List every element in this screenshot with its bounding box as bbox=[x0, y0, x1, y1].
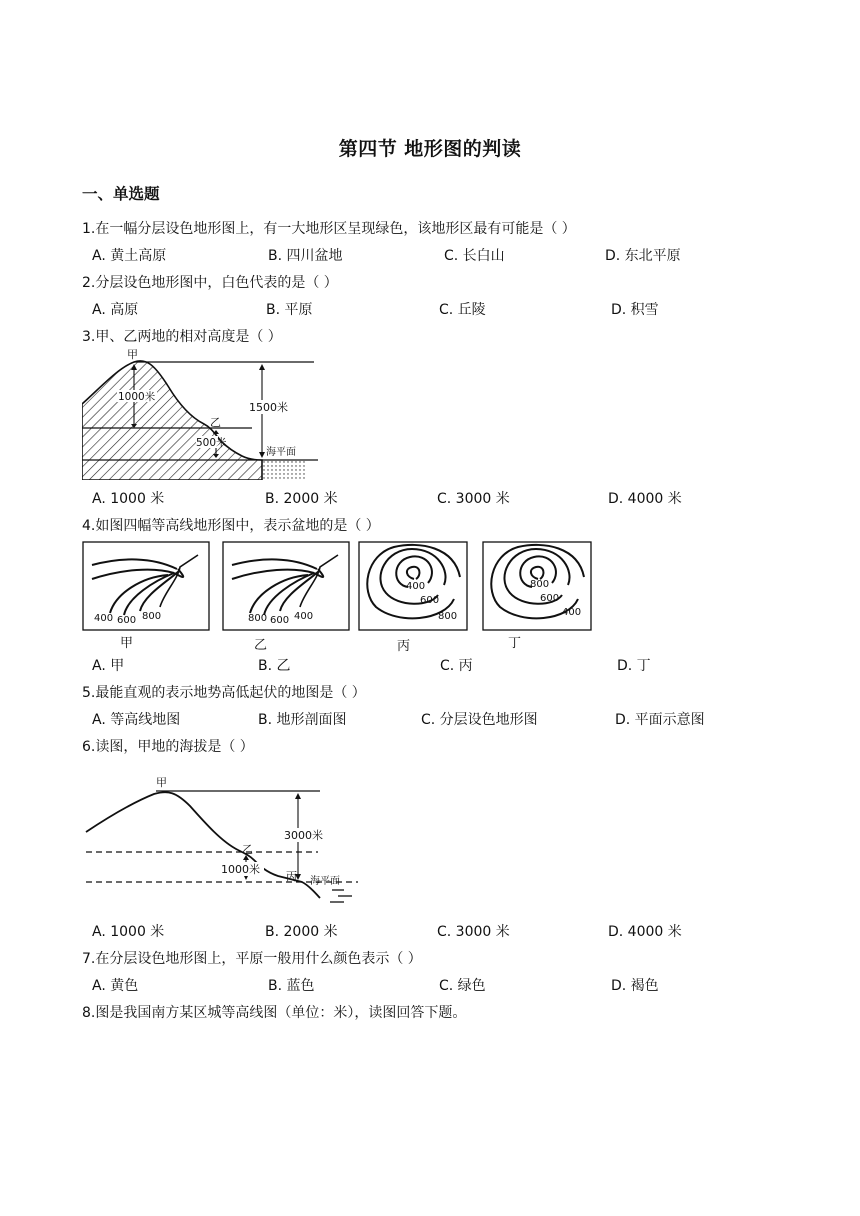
page-title: 第四节 地形图的判读 bbox=[338, 138, 522, 160]
question-stem: 7.在分层设色地形图上，平原一般用什么颜色表示（ ） bbox=[82, 951, 422, 967]
question-stem: 4.如图四幅等高线地形图中，表示盆地的是（ ） bbox=[82, 518, 380, 534]
contour-map-jia bbox=[82, 541, 210, 631]
value: 600 bbox=[540, 593, 560, 604]
option-b[interactable]: B. 2000 米 bbox=[265, 491, 338, 507]
option-a[interactable]: A. 1000 米 bbox=[92, 924, 165, 940]
section-heading: 一、单选题 bbox=[82, 185, 160, 203]
label-h3: 500米 bbox=[196, 437, 227, 449]
value: 800 bbox=[248, 613, 268, 624]
label-sea: 海平面 bbox=[310, 876, 340, 887]
value: 400 bbox=[406, 581, 426, 592]
option-b[interactable]: B. 蓝色 bbox=[268, 978, 315, 994]
option-d[interactable]: D. 丁 bbox=[617, 658, 651, 674]
label-peak: 甲 bbox=[156, 776, 167, 789]
contour-map-bing bbox=[358, 541, 468, 631]
option-a[interactable]: A. 黄土高原 bbox=[92, 248, 167, 264]
option-d[interactable]: D. 4000 米 bbox=[608, 491, 682, 507]
label-h1: 3000米 bbox=[284, 829, 323, 842]
terrain-profile-figure-6 bbox=[82, 772, 372, 912]
value: 400 bbox=[562, 607, 582, 618]
option-c[interactable]: C. 3000 米 bbox=[437, 491, 510, 507]
value: 600 bbox=[420, 595, 440, 606]
option-b[interactable]: B. 乙 bbox=[258, 658, 291, 674]
mountain-slope bbox=[82, 361, 262, 480]
question-stem: 5.最能直观的表示地势高低起伏的地图是（ ） bbox=[82, 685, 366, 701]
option-c[interactable]: C. 丘陵 bbox=[439, 302, 486, 318]
option-c[interactable]: C. 绿色 bbox=[439, 978, 486, 994]
label-point: 乙 bbox=[210, 416, 221, 429]
value: 800 bbox=[142, 611, 162, 622]
label-peak: 甲 bbox=[127, 348, 138, 361]
question-stem: 1.在一幅分层设色地形图上，有一大地形区呈现绿色，该地形区最有可能是（ ） bbox=[82, 221, 576, 237]
option-d[interactable]: D. 4000 米 bbox=[608, 924, 682, 940]
option-a[interactable]: A. 1000 米 bbox=[92, 491, 165, 507]
option-c[interactable]: C. 长白山 bbox=[444, 248, 505, 264]
option-a[interactable]: A. 高原 bbox=[92, 302, 139, 318]
option-b[interactable]: B. 平原 bbox=[266, 302, 313, 318]
label-h2: 1500米 bbox=[249, 401, 288, 414]
contour-map-ding bbox=[482, 541, 592, 631]
option-c[interactable]: C. 分层设色地形图 bbox=[421, 712, 538, 728]
map-label-ding: 丁 bbox=[508, 636, 522, 651]
map-label-bing: 丙 bbox=[397, 639, 411, 654]
label-point-b: 乙 bbox=[242, 843, 253, 856]
question-stem: 8.图是我国南方某区城等高线图（单位：米），读图回答下题。 bbox=[82, 1005, 467, 1021]
label-h2: 1000米 bbox=[221, 863, 260, 876]
option-d[interactable]: D. 东北平原 bbox=[605, 248, 681, 264]
question-stem: 6.读图，甲地的海拔是（ ） bbox=[82, 739, 254, 755]
question-stem: 3.甲、乙两地的相对高度是（ ） bbox=[82, 329, 282, 345]
value: 800 bbox=[438, 611, 458, 622]
option-d[interactable]: D. 平面示意图 bbox=[615, 712, 705, 728]
map-label-jia: 甲 bbox=[120, 636, 134, 651]
option-d[interactable]: D. 褐色 bbox=[611, 978, 659, 994]
label-sea: 海平面 bbox=[266, 447, 296, 458]
map-label-yi: 乙 bbox=[254, 638, 268, 653]
value: 800 bbox=[530, 579, 550, 590]
option-b[interactable]: B. 2000 米 bbox=[265, 924, 338, 940]
option-c[interactable]: C. 丙 bbox=[440, 658, 473, 674]
option-d[interactable]: D. 积雪 bbox=[611, 302, 659, 318]
sea-area bbox=[262, 460, 306, 480]
option-a[interactable]: A. 黄色 bbox=[92, 978, 139, 994]
contour-map-yi bbox=[222, 541, 350, 631]
question-stem: 2.分层设色地形图中，白色代表的是（ ） bbox=[82, 275, 338, 291]
option-b[interactable]: B. 四川盆地 bbox=[268, 248, 343, 264]
label-h1: 1000米 bbox=[118, 391, 156, 403]
option-a[interactable]: A. 甲 bbox=[92, 658, 125, 674]
label-point-c: 丙 bbox=[286, 870, 297, 883]
value: 600 bbox=[117, 615, 137, 626]
value: 400 bbox=[94, 613, 114, 624]
value: 400 bbox=[294, 611, 314, 622]
option-c[interactable]: C. 3000 米 bbox=[437, 924, 510, 940]
terrain-profile-figure-3 bbox=[82, 348, 318, 480]
option-b[interactable]: B. 地形剖面图 bbox=[258, 712, 347, 728]
value: 600 bbox=[270, 615, 290, 626]
option-a[interactable]: A. 等高线地图 bbox=[92, 712, 181, 728]
